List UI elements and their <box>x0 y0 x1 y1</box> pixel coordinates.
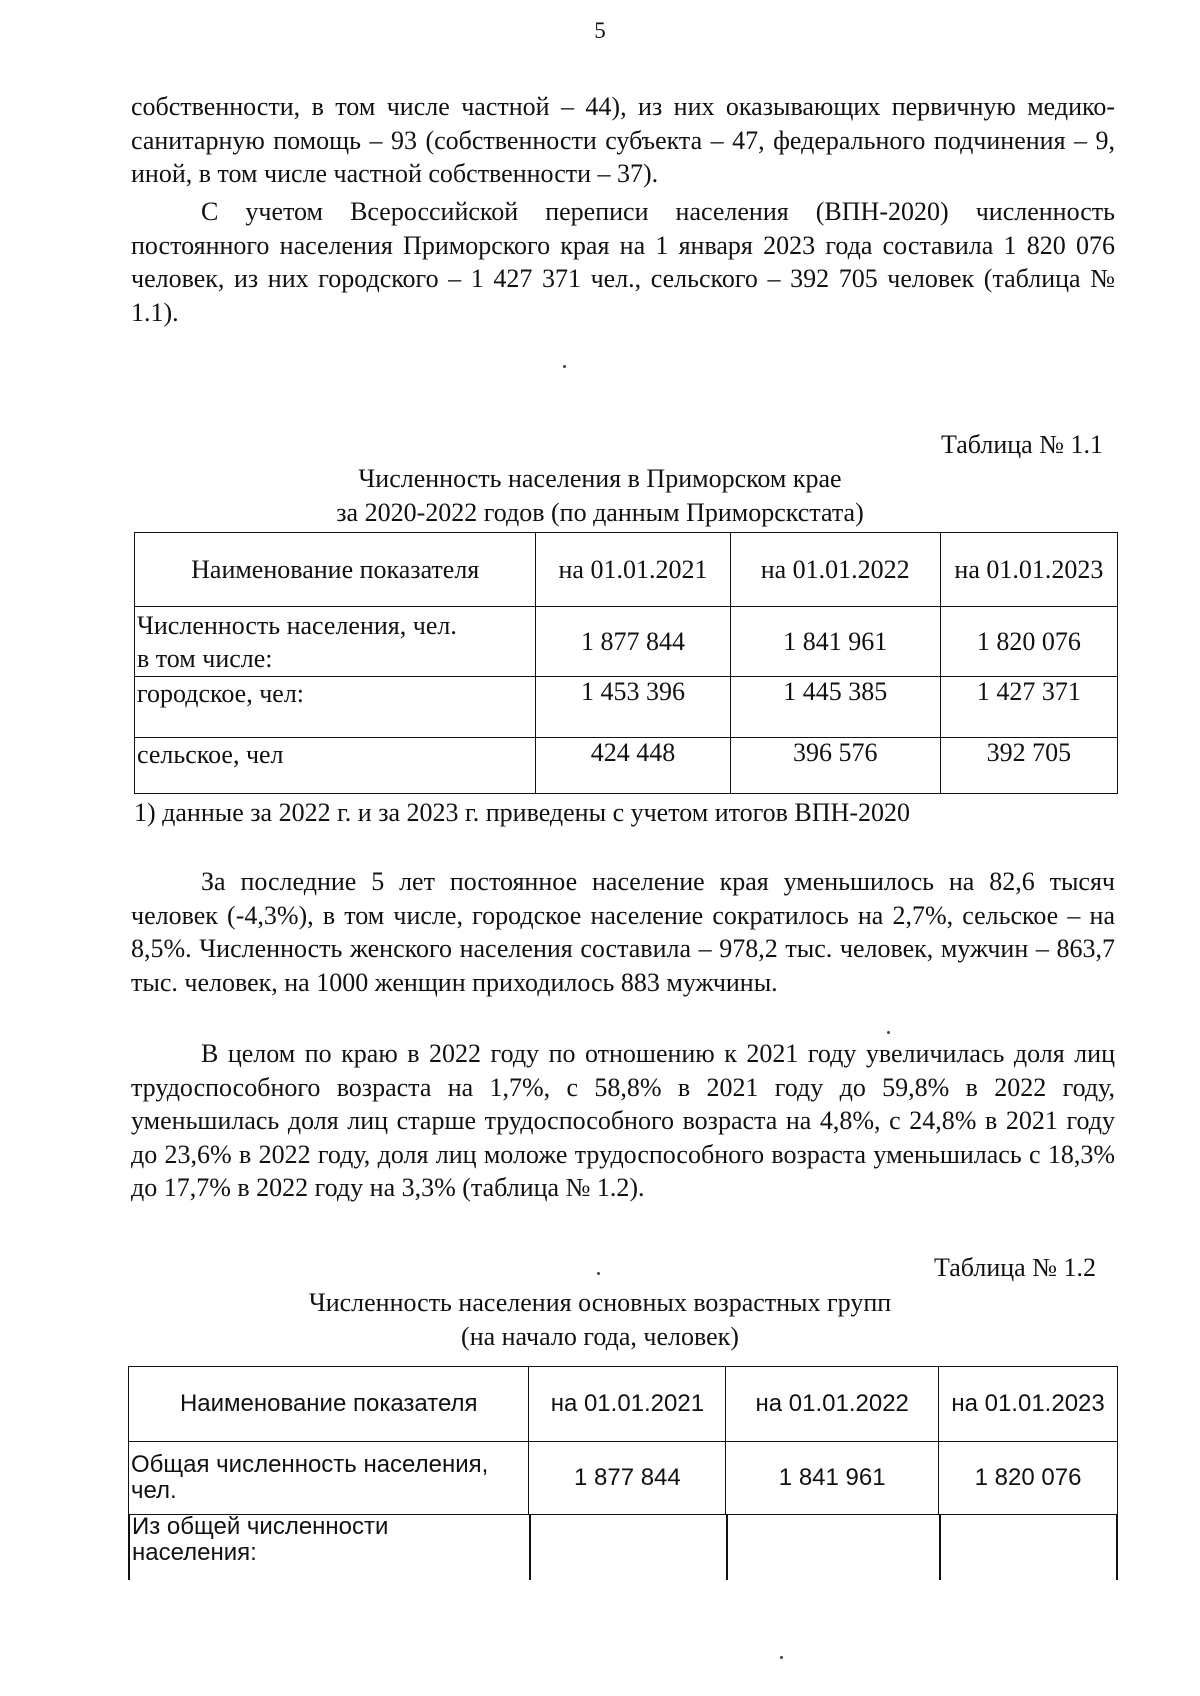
table-1-row-label: сельское, чел <box>135 738 536 794</box>
scan-speck <box>780 1656 783 1659</box>
scan-speck <box>887 1031 890 1034</box>
table-2-open-row <box>128 1514 1118 1580</box>
paragraph-population-decline: За последние 5 лет постоянное население края уменьшилось на 82,6 тысяч человек (-4,3%), в том числе, городское население сократилось на 2,7%, сельское – на 8,5%. Численность женского населения составила – 978,2 тыс. человек, мужчин – 863,7 тыс. человек, на 1000 женщин приходилось 883 мужчины. <box>131 867 1115 997</box>
table-cell: 1 877 844 <box>529 1442 726 1515</box>
table-cell: 1 453 396 <box>536 677 730 738</box>
table-2-title-line-2: (на начало года, человек) <box>461 1322 739 1351</box>
table-1-header-indicator: Наименование показателя <box>135 533 536 607</box>
table-1-header-row <box>135 533 1118 607</box>
table-border <box>529 1514 531 1580</box>
table-cell: 424 448 <box>536 738 730 794</box>
table-border <box>726 1514 728 1580</box>
table-cell: 392 705 <box>940 738 1117 794</box>
table-2-row-label <box>132 1514 388 1566</box>
table-1-row-label: городское, чел: <box>135 677 536 738</box>
page-number: 5 <box>594 18 606 43</box>
table-row <box>135 607 1118 677</box>
row-label-line: Численность населения, чел. <box>137 610 457 640</box>
table-row <box>129 1442 1118 1515</box>
paragraph-population-total: С учетом Всероссийской переписи населения (ВПН-2020) численность постоянного населения Приморского края на 1 января 2023 года составила 1 820 076 человек, из них городского – 1 427 371 чел., сельского – 392 705 человек (таблица № 1.1). <box>131 197 1115 327</box>
table-cell: 1 820 076 <box>939 1442 1118 1515</box>
table-2-row-label <box>129 1442 529 1515</box>
table-2-header-2022: на 01.01.2022 <box>726 1367 939 1442</box>
table-cell: 1 877 844 <box>536 607 730 677</box>
scan-speck <box>597 1272 600 1275</box>
table-border <box>939 1514 941 1580</box>
table-1-caption: Таблица № 1.1 <box>941 430 1104 459</box>
table-1 <box>134 532 1118 794</box>
table-cell: 1 841 961 <box>730 607 940 677</box>
table-cell: 1 820 076 <box>940 607 1117 677</box>
scan-speck <box>563 365 566 368</box>
table-2-header-2021: на 01.01.2021 <box>529 1367 726 1442</box>
row-label-line: населения: <box>132 1539 257 1566</box>
table-border <box>128 1514 130 1580</box>
table-1-footnote: 1) данные за 2022 г. и за 2023 г. приведены с учетом итогов ВПН-2020 <box>134 798 910 827</box>
row-label-line: чел. <box>131 1477 177 1504</box>
table-1-row-label <box>135 607 536 677</box>
paragraph-facilities: собственности, в том числе частной – 44), из них оказывающих первичную медико-санитарную помощь – 93 (собственности субъекта – 47, федерального подчинения – 9, иной, в том числе частной собственности – 37). <box>131 92 1115 188</box>
row-label-line: в том числе: <box>137 643 273 673</box>
table-cell: 396 576 <box>730 738 940 794</box>
table-2-caption: Таблица № 1.2 <box>934 1253 1097 1282</box>
table-2-header-2023: на 01.01.2023 <box>939 1367 1118 1442</box>
row-label-line: Из общей численности <box>132 1513 389 1540</box>
row-label-line: Общая численность населения, <box>131 1451 489 1478</box>
table-2 <box>128 1366 1118 1515</box>
table-1-header-2023: на 01.01.2023 <box>940 533 1117 607</box>
table-2-title-line-1: Численность населения основных возрастных групп <box>308 1288 892 1317</box>
table-row <box>135 738 1118 794</box>
table-2-header-row <box>129 1367 1118 1442</box>
table-1-header-2021: на 01.01.2021 <box>536 533 730 607</box>
table-1-title-line-1: Численность населения в Приморском крае <box>358 464 842 493</box>
table-1-title-line-2: за 2020-2022 годов (по данным Приморскстата) <box>336 498 864 527</box>
table-cell: 1 841 961 <box>726 1442 939 1515</box>
table-2-header-indicator: Наименование показателя <box>129 1367 529 1442</box>
table-cell: 1 445 385 <box>730 677 940 738</box>
table-cell: 1 427 371 <box>940 677 1117 738</box>
table-1-header-2022: на 01.01.2022 <box>730 533 940 607</box>
table-border <box>1116 1514 1118 1580</box>
table-row <box>135 677 1118 738</box>
paragraph-age-groups: В целом по краю в 2022 году по отношению к 2021 году увеличилась доля лиц трудоспособного возраста на 1,7%, с 58,8% в 2021 году до 59,8% в 2022 году, уменьшилась доля лиц старше трудоспособного возраста на 4,8%, с 24,8% в 2021 году до 23,6% в 2022 году, доля лиц моложе трудоспособного возраста уменьшилась с 18,3% до 17,7% в 2022 году на 3,3% (таблица № 1.2). <box>131 1039 1115 1202</box>
